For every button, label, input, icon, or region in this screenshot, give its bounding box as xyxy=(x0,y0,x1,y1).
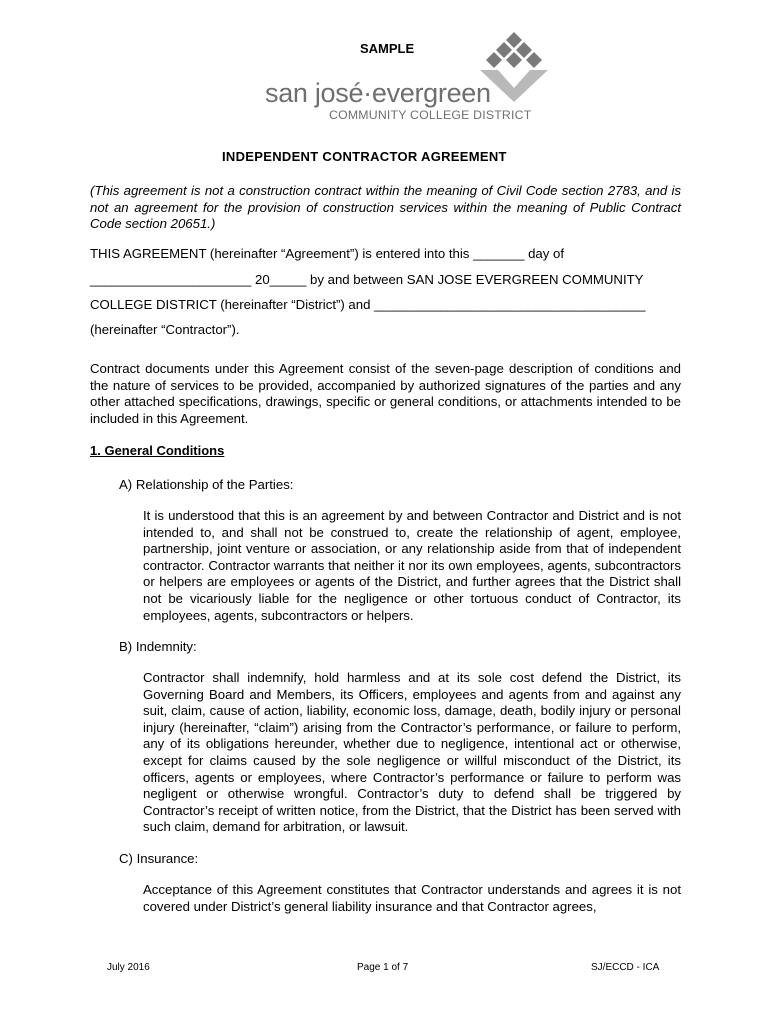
intro-line-1: THIS AGREEMENT (hereinafter “Agreement”) is entered into this _______ day of xyxy=(90,246,564,261)
logo-wordmark: san josé·evergreen xyxy=(265,78,491,108)
footer-document-code: SJ/ECCD - ICA xyxy=(591,962,660,973)
subsection-a-text: It is understood that this is an agreement by and between Contractor and District and is not intended to, and shall not be construed to, create the relationship of agent, employee, partnership, joint venture or association, or any relationship aside from that of independent contractor. Contractor warrants that neither it nor its own employees, agents, subcontractors or helpers are employees or agents of the District, and further agrees that the District shall not be vicariously liable for the negligence or other tortuous conduct of Contractor, its employees, agents, subcontractors or helpers. xyxy=(143,508,681,623)
intro-line-2: ______________________ 20_____ by and between SAN JOSE EVERGREEN COMMUNITY xyxy=(90,272,644,287)
subsection-c-text: Acceptance of this Agreement constitutes that Contractor understands and agrees it is not covered under District’s general liability insurance and that Contractor agrees, xyxy=(143,882,681,914)
section-heading: 1. General Conditions xyxy=(90,443,225,458)
subsection-b-text: Contractor shall indemnify, hold harmless and at its sole cost defend the District, its Governing Board and Members, its Officers, employees and agents from and against any suit, claim, cause of action, liability, economic loss, damage, death, bodily injury or personal injury (hereinafter, “claim”) arising from the Contractor’s performance, or failure to perform, any of its obligations hereunder, whether due to negligence, intentional act or otherwise, except for claims caused by the sole negligence or willful misconduct of the District, its officers, agents or employees, where Contractor’s performance or failure to perform was negligent or otherwise wrongful. Contractor’s duty to defend shall be triggered by Contractor’s receipt of written notice, from the District, that the District has been served with such claim, demand for arbitration, or lawsuit. xyxy=(143,670,681,835)
subsection-c-label: C) Insurance: xyxy=(119,851,199,866)
page-title: INDEPENDENT CONTRACTOR AGREEMENT xyxy=(222,149,507,164)
contract-documents-paragraph: Contract documents under this Agreement consist of the seven-page description of conditions and the nature of services to be provided, accompanied by authorized signatures of the parties and any other attached specifications, drawings, specific or general conditions, or attachments intended to be included in this Agreement. xyxy=(90,361,681,426)
footer-page-number: Page 1 of 7 xyxy=(357,962,409,973)
subsection-a-label: A) Relationship of the Parties: xyxy=(119,477,294,492)
disclaimer-paragraph: (This agreement is not a construction contract within the meaning of Civil Code section 2783, and is not an agreement for the provision of construction services within the meaning of Public Contract Code section 20651.) xyxy=(90,183,681,231)
sample-label: SAMPLE xyxy=(360,41,415,56)
footer-date: July 2016 xyxy=(107,962,150,973)
logo-subtitle: COMMUNITY COLLEGE DISTRICT xyxy=(329,108,532,122)
intro-line-3: COLLEGE DISTRICT (hereinafter “District”) and _____________________________________ xyxy=(90,297,646,312)
subsection-b-label: B) Indemnity: xyxy=(119,639,197,654)
intro-line-4: (hereinafter “Contractor”). xyxy=(90,322,240,337)
